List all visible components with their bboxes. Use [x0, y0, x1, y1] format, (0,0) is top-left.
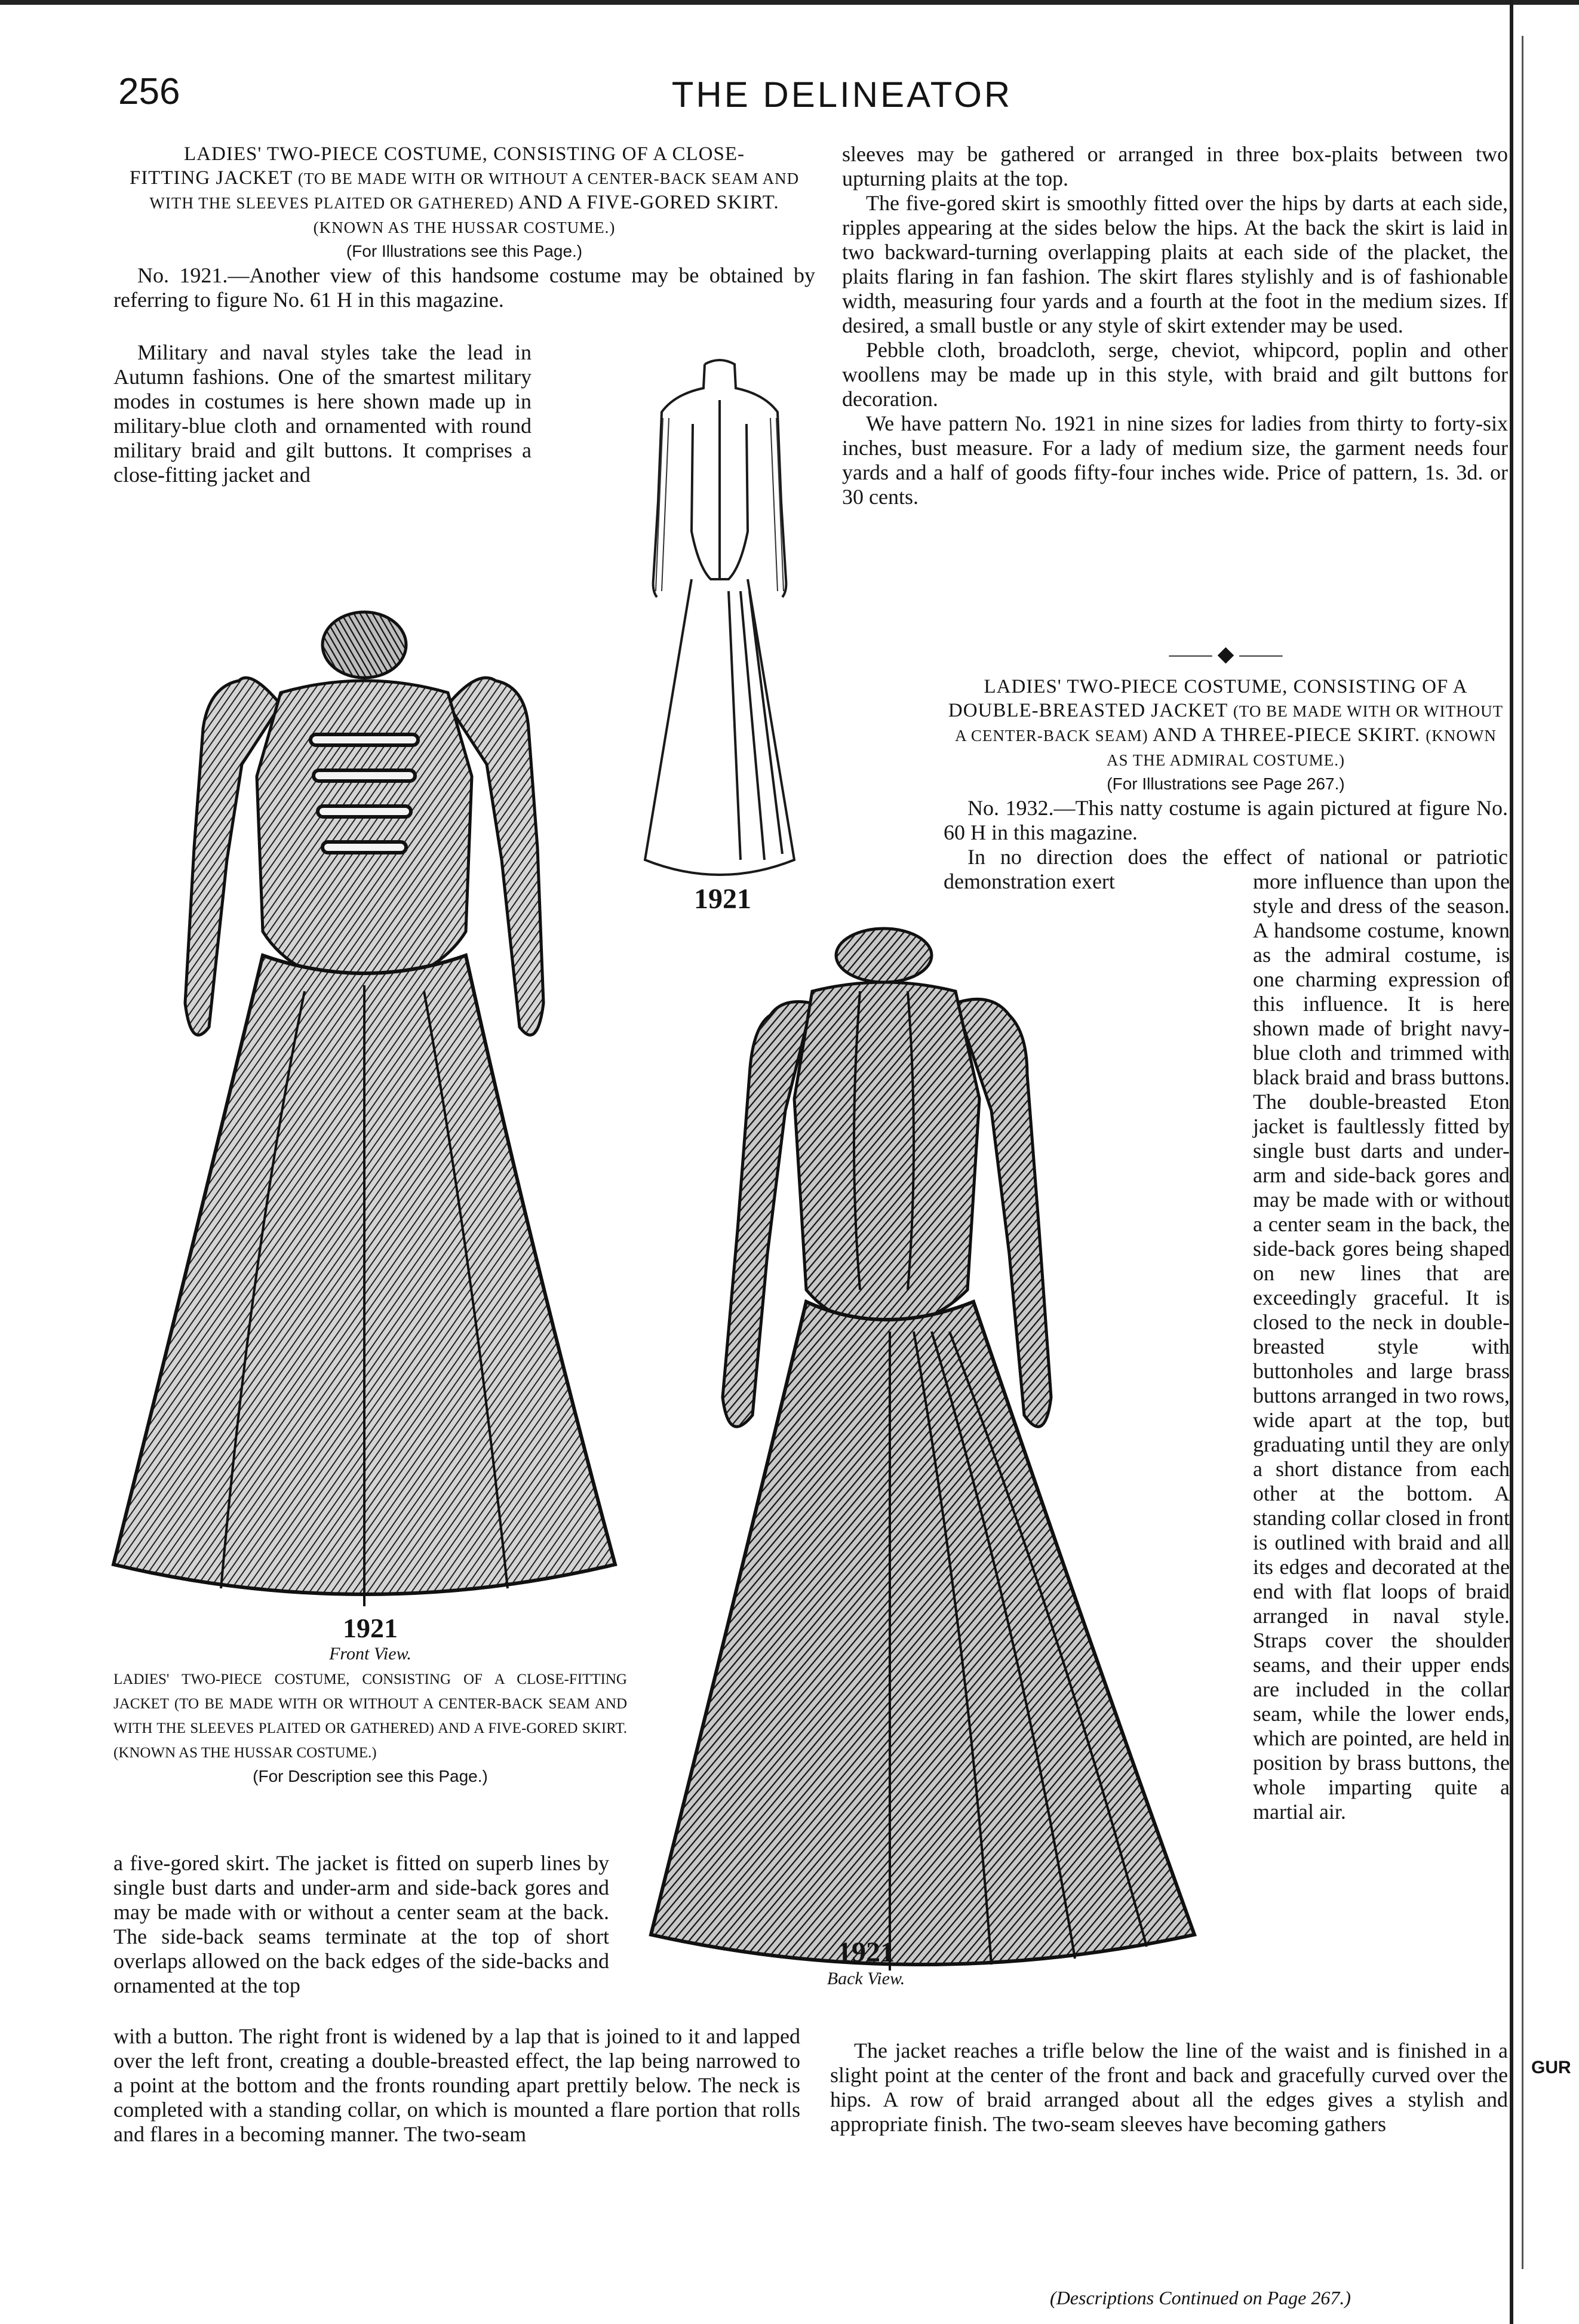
back-view-illustration: [633, 920, 1230, 1988]
section-divider: —— ◆ ——: [1169, 642, 1283, 666]
patriotic-paragraph-start: In no direction does the effect of national or patriotic demonstration exert: [944, 845, 1508, 893]
article-1921-heading: LADIES' TWO-PIECE COSTUME, CONSISTING OF A CLOSE- FITTING JACKET (TO BE MADE WITH OR WITHOUT A CENTER-BACK SEAM AND WITH THE SLEEVES PLAITED OR GATHERED) AND A FIVE-GORED SKIRT. (KNOWN AS THE HUSSAR COSTUME.): [129, 143, 800, 236]
front-figure-view: Front View.: [329, 1644, 411, 1664]
front-figure-description: LADIES' TWO-PIECE COSTUME, CONSISTING OF A CLOSE-FITTING JACKET (TO BE MADE WITH OR WITHOUT A CENTER-BACK SEAM AND WITH THE SLEEVES PLAITED OR GATHERED) AND A FIVE-GORED SKIRT. (KNOWN AS THE HUSSAR COSTUME.): [113, 1671, 627, 1761]
front-figure-ref: (For Description see this Page.): [253, 1767, 488, 1785]
pattern-paragraph: We have pattern No. 1921 in nine sizes for ladies from thirty to forty-six inches, bust measure. For a lady of medium size, the garment needs four yards and a half of goods fifty-four inches wide. Price of pattern, 1s. 3d. or 30 cents.: [842, 411, 1508, 509]
article-1932-heading: LADIES' TWO-PIECE COSTUME, CONSISTING OF A DOUBLE-BREASTED JACKET (TO BE MADE WITH OR WITHOUT A CENTER-BACK SEAM) AND A THREE-PIECE SKIRT. (KNOWN AS THE ADMIRAL COSTUME.): [948, 676, 1504, 769]
fabrics-paragraph: Pebble cloth, broadcloth, serge, cheviot, whipcord, poplin and other woollens may be made up in this style, with braid and gilt buttons for decoration.: [842, 338, 1508, 411]
right-front-paragraph-block: [113, 2024, 800, 2147]
military-paragraph: Military and naval styles take the lead in Autumn fashions. One of the smartest military modes in costumes is here shown made up in military-blue cloth and ornamented with round military braid and gilt buttons. It comprises a close-fitting jacket and: [113, 340, 532, 487]
small-figure-number: 1921: [694, 883, 751, 915]
small-figure-label: [651, 883, 794, 915]
small-back-view-illustration: [621, 352, 818, 902]
jacket-paragraph: The jacket reaches a trifle below the line of the waist and is finished in a slight point at the center of the front and back and gracefully curved over the hips. A row of braid arranged about all the edges gives a stylish and appropriate finish. The two-seam sleeves have becoming gathers: [830, 2039, 1508, 2136]
jacket-paragraph-block: [830, 2039, 1508, 2137]
military-paragraph-block: [113, 340, 532, 487]
skirt-paragraph-block: [113, 1851, 609, 1998]
journal-title: THE DELINEATOR: [671, 75, 1013, 115]
back-figure-label: [800, 1936, 932, 1989]
intro-paragraph-1932: No. 1932.—This natty costume is again pictured at figure No. 60 H in this magazine.: [944, 796, 1508, 844]
admiral-paragraph: more influence than upon the style and dress of the season. A handsome costume, known as the admiral costume, is one charming expression of this influence. It is here shown made of bright navy-blue cloth and trimmed with black braid and brass buttons. The double-breasted Eton jacket is faultlessly fitted by single bust darts and under-arm and side-back gores and may be made with or without a center seam in the back, the side-back gores being shaped on new lines that are exceedingly graceful. It is closed to the neck in double-breasted style with buttonholes and large brass buttons arranged in two rows, wide apart at the top, but graduating until they are only a short distance from each other at the bottom. A standing collar closed in front is outlined with braid and all its edges and decorated at the end with flat loops of braid arranged in naval style. Straps cover the shoulder seams, and their upper ends are included in the collar seam, while the lower ends, which are pointed, are held in position by brass buttons, the whole imparting quite a martial air.: [1253, 869, 1510, 1824]
back-figure-view: Back View.: [827, 1969, 905, 1988]
page-number: 256: [118, 71, 180, 112]
front-figure-caption: [113, 1612, 627, 1792]
illustrations-note-1932: (For Illustrations see Page 267.): [1107, 774, 1345, 793]
back-figure-number: 1921: [837, 1936, 895, 1968]
article-1932-head: [944, 642, 1508, 894]
continued-note: (Descriptions Continued on Page 267.): [1050, 2287, 1351, 2308]
binding-rule-inner: [1522, 36, 1523, 2269]
right-front-paragraph: with a button. The right front is widened by a lap that is joined to it and lapped over the left front, creating a double-breasted effect, the lap being narrowed to a point at the bottom and the fronts rounding apart prettily below. The neck is completed with a standing collar, on which is mounted a flare portion that rolls and flares in a becoming manner. The two-seam: [113, 2024, 800, 2146]
front-figure-number: 1921: [343, 1613, 398, 1643]
admiral-paragraph-block: [1253, 869, 1510, 1824]
article-1921-head: [113, 142, 815, 312]
sleeves-paragraph: sleeves may be gathered or arranged in three box-plaits between two upturning plaits at the top.: [842, 142, 1508, 190]
front-view-illustration: [102, 597, 639, 1624]
binding-rule: [1510, 0, 1513, 2324]
page-top-edge: [0, 0, 1579, 5]
five-gored-skirt-paragraph: The five-gored skirt is smoothly fitted over the hips by darts at each side, ripples appearing at the sides below the hips. At the back the skirt is laid in two backward-turning overlapping plaits at each side of the placket, the plaits flaring in fan fashion. The skirt flares stylishly and is of fashionable width, measuring four yards and a fourth at the foot in the medium sizes. If desired, a small bustle or any style of skirt extender may be used.: [842, 191, 1508, 337]
intro-paragraph: No. 1921.—Another view of this handsome costume may be obtained by referring to figure No. 61 H in this magazine.: [113, 263, 815, 312]
article-1921-continued: [842, 142, 1508, 509]
skirt-paragraph: a five-gored skirt. The jacket is fitted on superb lines by single bust darts and under-arm and side-back gores and may be made with or without a center seam at the back. The side-back seams terminate at the top of short overlaps allowed on the back edges of the side-backs and ornamented at the top: [113, 1851, 609, 1997]
illustrations-note: (For Illustrations see this Page.): [346, 242, 583, 260]
edge-fragment: GUR: [1531, 2058, 1571, 2077]
